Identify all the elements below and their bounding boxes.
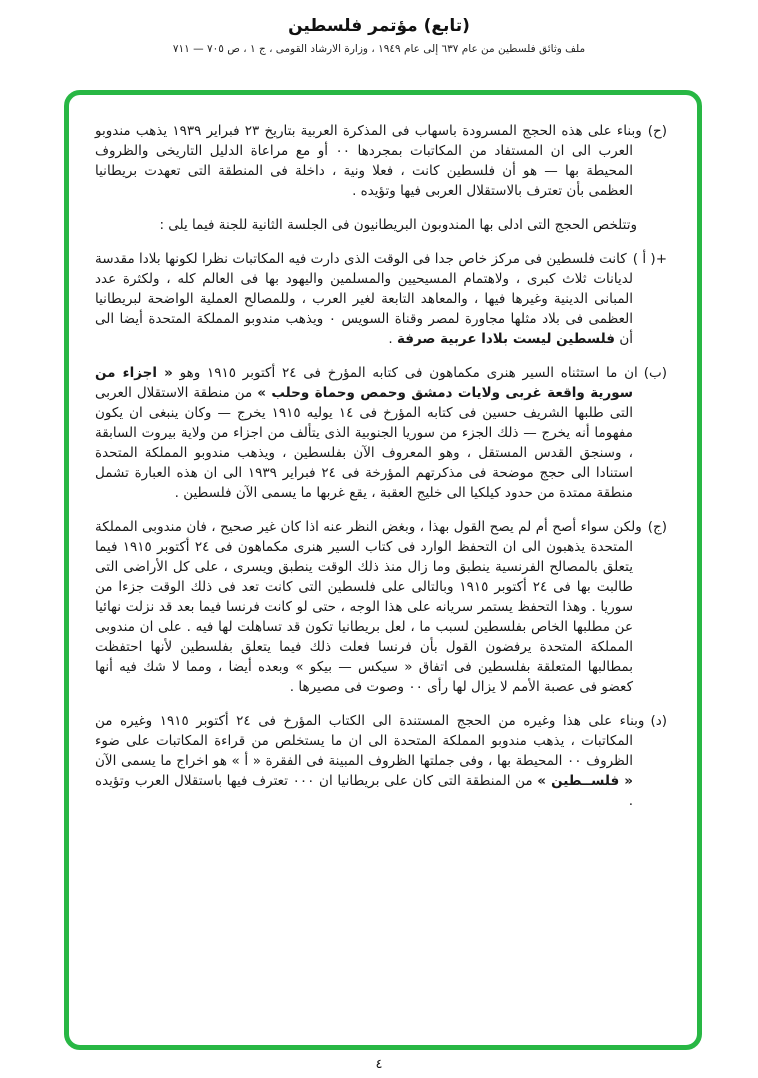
page-title: (تابع) مؤتمر فلسطين	[288, 16, 470, 36]
paragraph-text: من منطقة الاستقلال العربى التى طلبها الشريف حسين فى كتابه المؤرخ فى ١٤ يوليه ١٩١٥ يخرج — وكان ينبغى ان يكون مفهوما أنه يخرج — ذلك الجزء من سوريا الجنوبية الذى يتألف من اجزاء من ولاية بيروت السابقة ، وسنجق القدس المستقل ، وهو المعروف الآن بفلسطين ، ويذهب مندوبو المملكة المتحدة استنادا الى حجج موضحة فى مذكرتهم المؤرخة فى ٢٤ فبراير ١٩٣٩ الى ان هذه العبارة تشمل منطقة ممتدة من حدود كيلكيا الى خليج العقبة ، يقع غربها ما يسمى الآن فلسطين .	[95, 385, 633, 501]
paragraph-text: ولكن سواء أصح أم لم يصح القول بهذا ، وبغض النظر عنه اذا كان غير صحيح ، فان مندوبى المملكة المتحدة يذهبون الى ان التحفظ الوارد فى كتاب السير هنرى مكماهون فى ٢٤ أكتوبر ١٩١٥ فيما يتعلق بالمصالح الفرنسية ينطبق وما زال منذ ذلك الوقت ينطبق ويسرى ، على كل الأراضى التى طالبت بها فى ٢٤ أكتوبر ١٩١٥ وبالتالى على فلسطين التى كانت تعد فى ذلك الوقت جزءا من سوريا . وهذا التحفظ يستمر سريانه على هذا الوجه ، حتى لو كانت فرنسا فيما بعد قد نزلت نهائيا عن مطلبها الخاص بفلسطين لسبب ما ، لعل بريطانيا تكون قد تساهلت لها فيه . على ان مندوبى المملكة المتحدة يرفضون القول بأن فرنسا فعلت ذلك فيما يتعلق بفلسطين لأنها احتفظت بمطالبها المتعلقة بفلسطين فى اتفاق « سيكس — بيكو » وبعده أيضا ، ومما لا شك فيه أنها كعضو فى عصبة الأمم لا يزال لها رأى ٠٠ وصوت فى مصيرها .	[95, 519, 642, 695]
paragraph-text: وتتلخص الحجج التى ادلى بها المندوبون البريطانيون فى الجلسة الثانية للجنة فيما يلى :	[159, 217, 637, 233]
page-header	[0, 0, 758, 55]
paragraph-j	[95, 517, 667, 697]
paragraph-marker: (ح)	[647, 123, 667, 139]
paragraph-text: وبناء على هذا وغيره من الحجج المستندة الى الكتاب المؤرخ فى ٢٤ أكتوبر ١٩١٥ وغيره من المكاتبات ، يذهب مندوبو المملكة المتحدة الى ان ما يستخلص من قراءة المكاتبات على ضوء الظروف ٠٠ المحيطة بها ، وفى جملتها الظروف المبينة فى الفقرة « أ » هو اخراج ما يسمى الآن	[95, 713, 645, 769]
paragraph-marker: (د)	[650, 713, 667, 729]
paragraph-marker: (ب)	[643, 365, 667, 381]
paragraph-intro	[95, 215, 667, 235]
green-border-content-box	[64, 90, 702, 1050]
paragraph-text-bold: فلسطين ليست بلادا عربية صرفة	[396, 331, 616, 347]
paragraph-b	[95, 363, 667, 503]
paragraph-a	[95, 249, 667, 349]
paragraph-text: ان ما استثناه السير هنرى مكماهون فى كتابه المؤرخ فى ٢٤ أكتوبر ١٩١٥ وهو	[172, 365, 638, 381]
paragraph-d	[95, 711, 667, 811]
source-citation: ملف وثائق فلسطين من عام ٦٣٧ إلى عام ١٩٤٩ ، وزارة الارشاد القومى ، ج ١ ، ص ٧٠٥ — ٧١١	[172, 43, 586, 55]
paragraph-text: من المنطقة التى كان على بريطانيا ان ٠٠٠ تعترف فيها باستقلال العرب وتؤيده .	[95, 773, 633, 809]
paragraph-text: .	[388, 331, 397, 347]
paragraph-marker: +( أ )	[632, 251, 668, 267]
page-number: ٤	[375, 1057, 383, 1072]
paragraph-text-bold: « اجزاء من سورية واقعة غربى ولايات دمشق وحمص وحماة وحلب »	[95, 365, 633, 401]
paragraph-text: وبناء على هذه الحجج المسرودة باسهاب فى المذكرة العربية بتاريخ ٢٣ فبراير ١٩٣٩ يذهب مندوبو العرب الى ان المستفاد من المكاتبات بمجردها ٠٠ أو مع مراعاة الدليل التاريخى والظروف المحيطة بها — هو أن فلسطين كانت ، فعلا ونية ، داخلة فى المنطقة التى تعهدت بريطانيا العظمى بأن تعترف بالاستقلال العربى فيها وتؤيده .	[95, 123, 642, 199]
paragraph-text: كانت فلسطين فى مركز خاص جدا فى الوقت الذى دارت فيه المكاتبات نظرا لكونها بلادا مقدسة لديانات ثلاث كبرى ، ولاهتمام المسيحيين والمسلمين واليهود بها فى العالم كله ، ولكثرة عدد المبانى الدينية وغيرها فيها ، والمعاهد التابعة لغير العرب ، وللمصالح العملية الواضحة لبريطانيا العظمى فى بلاد مثلها مجاورة لمصر وقناة السويس ٠ ويذهب مندوبو المملكة المتحدة أيضا الى أن	[95, 251, 634, 347]
paragraph-h	[95, 121, 667, 201]
paragraph-marker: (ج)	[647, 519, 667, 535]
paragraph-text-bold: « فلســطين »	[537, 773, 633, 789]
